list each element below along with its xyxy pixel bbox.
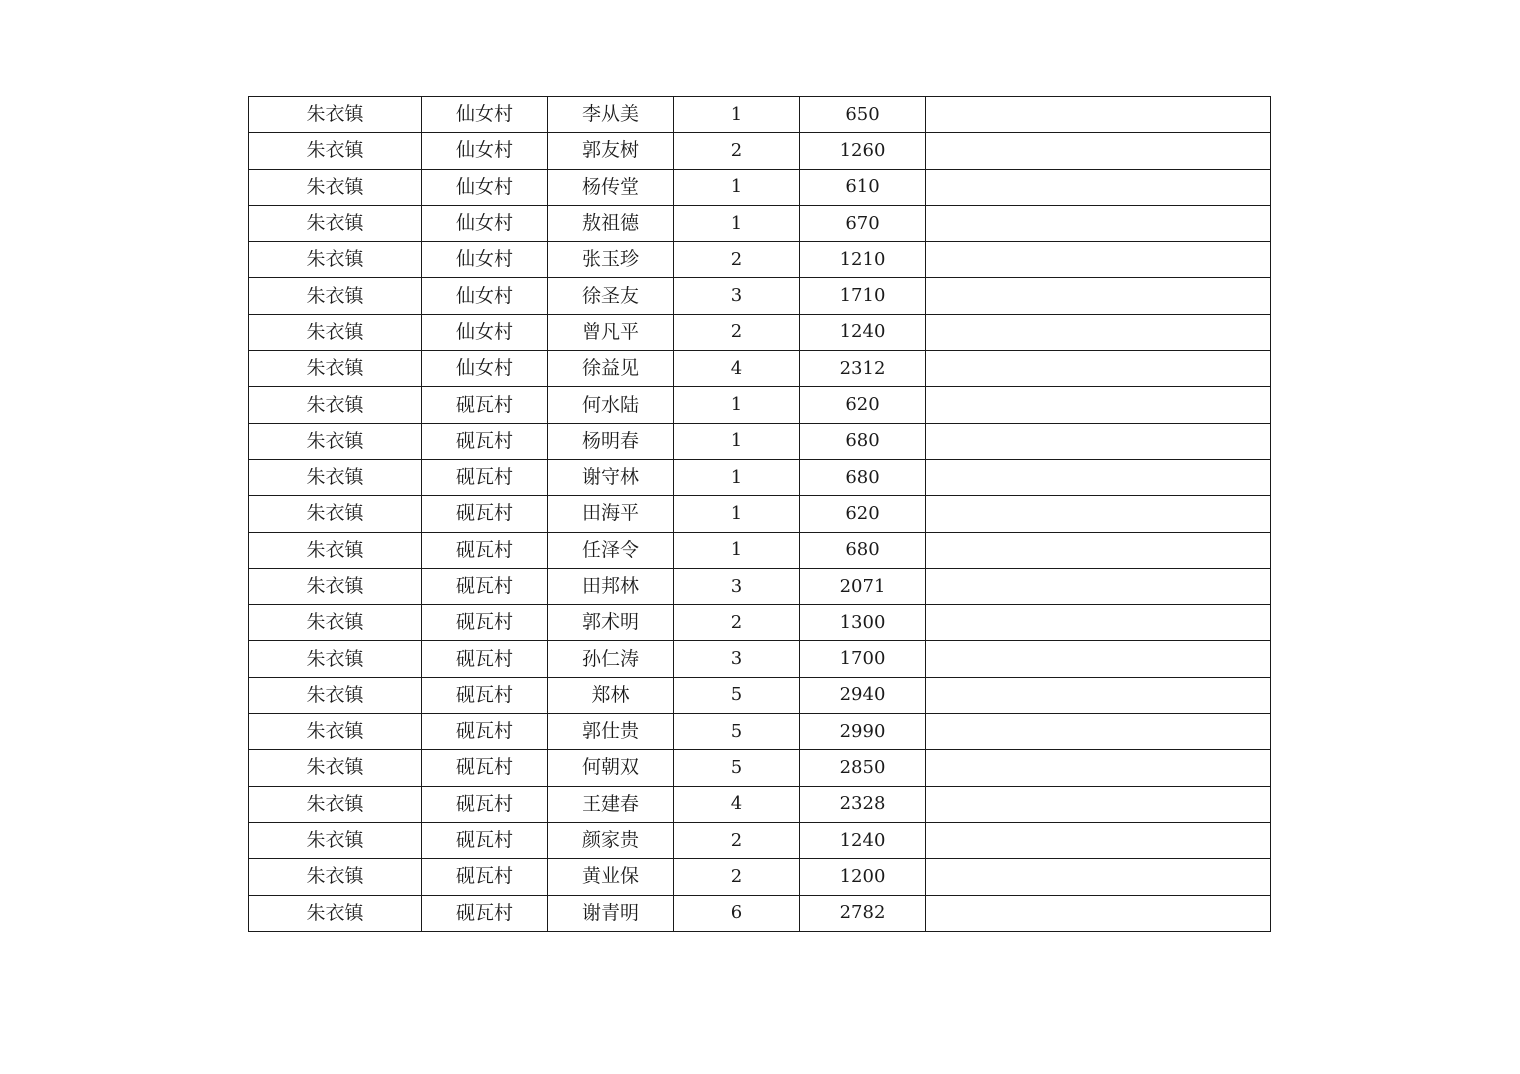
table-row [249, 351, 1271, 387]
table-row [249, 205, 1271, 241]
count-cell: 2 [674, 859, 800, 895]
amount-cell: 1240 [800, 822, 926, 858]
note-cell [926, 278, 1271, 314]
village-cell: 砚瓦村 [422, 822, 548, 858]
name-cell: 田邦林 [548, 568, 674, 604]
town-cell: 朱衣镇 [249, 786, 422, 822]
table-row [249, 605, 1271, 641]
table-row [249, 387, 1271, 423]
amount-cell: 670 [800, 205, 926, 241]
village-cell: 仙女村 [422, 242, 548, 278]
note-cell [926, 205, 1271, 241]
name-cell: 徐圣友 [548, 278, 674, 314]
name-cell: 杨传堂 [548, 169, 674, 205]
town-cell: 朱衣镇 [249, 496, 422, 532]
name-cell: 何水陆 [548, 387, 674, 423]
note-cell [926, 532, 1271, 568]
village-cell: 仙女村 [422, 314, 548, 350]
table-row [249, 459, 1271, 495]
amount-cell: 2850 [800, 750, 926, 786]
count-cell: 3 [674, 641, 800, 677]
count-cell: 1 [674, 97, 800, 133]
count-cell: 1 [674, 387, 800, 423]
count-cell: 1 [674, 532, 800, 568]
village-cell: 仙女村 [422, 351, 548, 387]
count-cell: 6 [674, 895, 800, 931]
name-cell: 曾凡平 [548, 314, 674, 350]
note-cell [926, 169, 1271, 205]
name-cell: 李从美 [548, 97, 674, 133]
table-row [249, 496, 1271, 532]
note-cell [926, 859, 1271, 895]
table-row [249, 532, 1271, 568]
village-cell: 砚瓦村 [422, 568, 548, 604]
count-cell: 3 [674, 278, 800, 314]
count-cell: 1 [674, 459, 800, 495]
note-cell [926, 750, 1271, 786]
note-cell [926, 714, 1271, 750]
name-cell: 敖祖德 [548, 205, 674, 241]
name-cell: 徐益见 [548, 351, 674, 387]
name-cell: 郭友树 [548, 133, 674, 169]
amount-cell: 1710 [800, 278, 926, 314]
name-cell: 张玉珍 [548, 242, 674, 278]
town-cell: 朱衣镇 [249, 459, 422, 495]
table-row [249, 822, 1271, 858]
village-cell: 砚瓦村 [422, 895, 548, 931]
count-cell: 3 [674, 568, 800, 604]
amount-cell: 680 [800, 459, 926, 495]
count-cell: 1 [674, 423, 800, 459]
village-cell: 仙女村 [422, 133, 548, 169]
count-cell: 5 [674, 677, 800, 713]
town-cell: 朱衣镇 [249, 314, 422, 350]
name-cell: 谢青明 [548, 895, 674, 931]
amount-cell: 1700 [800, 641, 926, 677]
town-cell: 朱衣镇 [249, 205, 422, 241]
amount-cell: 680 [800, 532, 926, 568]
town-cell: 朱衣镇 [249, 387, 422, 423]
name-cell: 黄业保 [548, 859, 674, 895]
village-cell: 仙女村 [422, 205, 548, 241]
town-cell: 朱衣镇 [249, 532, 422, 568]
note-cell [926, 242, 1271, 278]
town-cell: 朱衣镇 [249, 242, 422, 278]
amount-cell: 620 [800, 387, 926, 423]
town-cell: 朱衣镇 [249, 714, 422, 750]
amount-cell: 1200 [800, 859, 926, 895]
town-cell: 朱衣镇 [249, 605, 422, 641]
village-cell: 砚瓦村 [422, 641, 548, 677]
amount-cell: 2328 [800, 786, 926, 822]
name-cell: 郭仕贵 [548, 714, 674, 750]
table-body [249, 97, 1271, 932]
count-cell: 1 [674, 169, 800, 205]
name-cell: 谢守林 [548, 459, 674, 495]
amount-cell: 680 [800, 423, 926, 459]
village-cell: 砚瓦村 [422, 496, 548, 532]
town-cell: 朱衣镇 [249, 677, 422, 713]
village-cell: 砚瓦村 [422, 750, 548, 786]
note-cell [926, 496, 1271, 532]
amount-cell: 2312 [800, 351, 926, 387]
amount-cell: 2940 [800, 677, 926, 713]
count-cell: 2 [674, 314, 800, 350]
note-cell [926, 314, 1271, 350]
village-cell: 仙女村 [422, 97, 548, 133]
amount-cell: 610 [800, 169, 926, 205]
note-cell [926, 822, 1271, 858]
table-row [249, 278, 1271, 314]
count-cell: 2 [674, 605, 800, 641]
note-cell [926, 895, 1271, 931]
name-cell: 杨明春 [548, 423, 674, 459]
name-cell: 任泽令 [548, 532, 674, 568]
table-row [249, 568, 1271, 604]
name-cell: 孙仁涛 [548, 641, 674, 677]
town-cell: 朱衣镇 [249, 169, 422, 205]
note-cell [926, 641, 1271, 677]
note-cell [926, 786, 1271, 822]
note-cell [926, 423, 1271, 459]
town-cell: 朱衣镇 [249, 133, 422, 169]
name-cell: 颜家贵 [548, 822, 674, 858]
table-row [249, 677, 1271, 713]
note-cell [926, 387, 1271, 423]
amount-cell: 1210 [800, 242, 926, 278]
table-row [249, 859, 1271, 895]
village-cell: 砚瓦村 [422, 714, 548, 750]
town-cell: 朱衣镇 [249, 859, 422, 895]
count-cell: 5 [674, 714, 800, 750]
village-cell: 砚瓦村 [422, 532, 548, 568]
amount-cell: 1300 [800, 605, 926, 641]
town-cell: 朱衣镇 [249, 351, 422, 387]
note-cell [926, 459, 1271, 495]
town-cell: 朱衣镇 [249, 641, 422, 677]
amount-cell: 1260 [800, 133, 926, 169]
amount-cell: 650 [800, 97, 926, 133]
town-cell: 朱衣镇 [249, 97, 422, 133]
count-cell: 1 [674, 496, 800, 532]
village-cell: 砚瓦村 [422, 859, 548, 895]
table-row [249, 714, 1271, 750]
name-cell: 何朝双 [548, 750, 674, 786]
amount-cell: 1240 [800, 314, 926, 350]
count-cell: 2 [674, 242, 800, 278]
data-table [248, 96, 1271, 932]
count-cell: 2 [674, 133, 800, 169]
note-cell [926, 605, 1271, 641]
table-row [249, 750, 1271, 786]
note-cell [926, 97, 1271, 133]
village-cell: 砚瓦村 [422, 387, 548, 423]
name-cell: 郭术明 [548, 605, 674, 641]
town-cell: 朱衣镇 [249, 423, 422, 459]
amount-cell: 2990 [800, 714, 926, 750]
town-cell: 朱衣镇 [249, 278, 422, 314]
amount-cell: 620 [800, 496, 926, 532]
table-row [249, 133, 1271, 169]
village-cell: 砚瓦村 [422, 423, 548, 459]
count-cell: 2 [674, 822, 800, 858]
table-row [249, 314, 1271, 350]
table-row [249, 641, 1271, 677]
village-cell: 砚瓦村 [422, 786, 548, 822]
town-cell: 朱衣镇 [249, 750, 422, 786]
note-cell [926, 568, 1271, 604]
count-cell: 4 [674, 786, 800, 822]
table-row [249, 895, 1271, 931]
town-cell: 朱衣镇 [249, 568, 422, 604]
table-row [249, 97, 1271, 133]
table-row [249, 169, 1271, 205]
village-cell: 砚瓦村 [422, 605, 548, 641]
note-cell [926, 677, 1271, 713]
amount-cell: 2071 [800, 568, 926, 604]
count-cell: 5 [674, 750, 800, 786]
amount-cell: 2782 [800, 895, 926, 931]
town-cell: 朱衣镇 [249, 895, 422, 931]
town-cell: 朱衣镇 [249, 822, 422, 858]
note-cell [926, 351, 1271, 387]
village-cell: 砚瓦村 [422, 459, 548, 495]
village-cell: 仙女村 [422, 169, 548, 205]
count-cell: 4 [674, 351, 800, 387]
name-cell: 田海平 [548, 496, 674, 532]
village-cell: 砚瓦村 [422, 677, 548, 713]
table-row [249, 423, 1271, 459]
village-cell: 仙女村 [422, 278, 548, 314]
count-cell: 1 [674, 205, 800, 241]
table-row [249, 242, 1271, 278]
name-cell: 王建春 [548, 786, 674, 822]
table-row [249, 786, 1271, 822]
note-cell [926, 133, 1271, 169]
name-cell: 郑林 [548, 677, 674, 713]
